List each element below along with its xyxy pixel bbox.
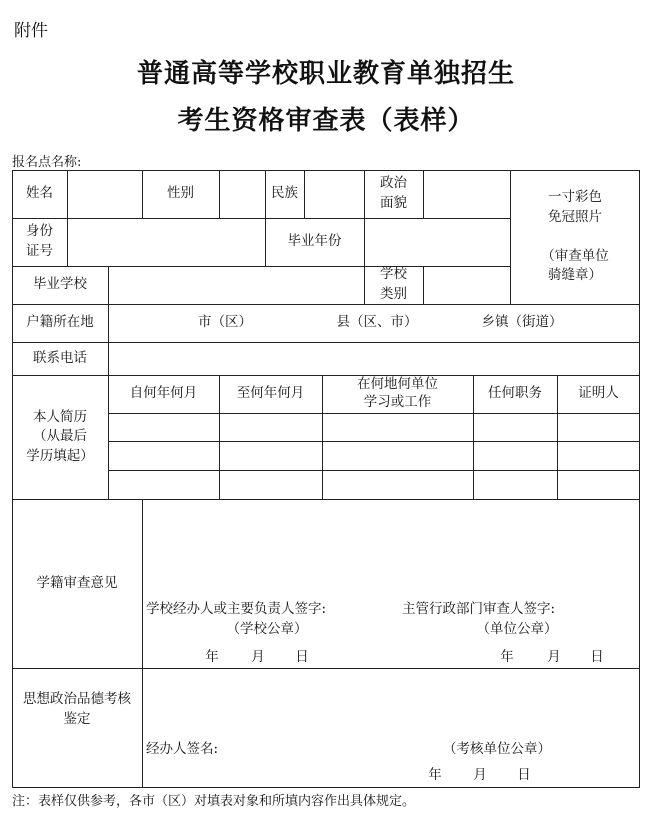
qualification-review-form bbox=[12, 170, 640, 788]
school-seal-label: （学校公章） bbox=[226, 621, 308, 638]
household-registration-label: 户籍所在地 bbox=[26, 314, 94, 331]
resume-header-to: 至何年何月 bbox=[236, 385, 305, 402]
school-category-label: 学校 类别 bbox=[380, 266, 407, 302]
graduation-school-field[interactable] bbox=[108, 266, 364, 304]
phone-label: 联系电话 bbox=[33, 349, 87, 366]
name-field[interactable] bbox=[67, 170, 142, 218]
gender-label: 性别 bbox=[167, 185, 194, 202]
ethnicity-label: 民族 bbox=[271, 185, 298, 202]
border-bottom bbox=[12, 787, 640, 788]
graduation-school-label: 毕业学校 bbox=[33, 276, 87, 293]
household-city-label: 市（区） bbox=[198, 314, 252, 331]
row-line bbox=[108, 470, 640, 471]
school-signature-label: 学校经办人或主要负责人签字: bbox=[146, 601, 327, 618]
row-line bbox=[12, 668, 640, 669]
graduation-year-label: 毕业年份 bbox=[287, 233, 342, 250]
resume-header-position: 任何职务 bbox=[488, 385, 542, 402]
col-line bbox=[142, 499, 143, 788]
phone-field[interactable] bbox=[108, 342, 640, 375]
row-line bbox=[108, 441, 640, 442]
admin-seal-label: （单位公章） bbox=[476, 621, 558, 638]
id-number-field[interactable] bbox=[67, 218, 265, 266]
resume-header-from: 自何年何月 bbox=[129, 385, 198, 402]
school-date-month: 月 bbox=[251, 649, 265, 666]
graduation-year-field[interactable] bbox=[364, 218, 510, 266]
household-town-label: 乡镇（街道） bbox=[481, 314, 563, 331]
page-title-line2: 考生资格审查表（表样） bbox=[177, 106, 475, 136]
enrollment-review-label: 学籍审查意见 bbox=[36, 574, 118, 591]
school-date-year: 年 bbox=[205, 649, 219, 666]
political-status-label: 政治 面貌 bbox=[380, 175, 407, 211]
admin-date-day: 日 bbox=[590, 649, 604, 666]
admin-date-year: 年 bbox=[500, 649, 514, 666]
resume-header-place: 在何地何单位 学习或工作 bbox=[357, 376, 438, 410]
review-unit-seal-label: （考核单位公章） bbox=[443, 741, 551, 758]
political-status-field[interactable] bbox=[423, 170, 510, 218]
admin-date-month: 月 bbox=[547, 649, 561, 666]
admin-signature-label: 主管行政部门审查人签字: bbox=[402, 601, 556, 618]
station-name-label: 报名点名称: bbox=[12, 155, 82, 170]
moral-date-year: 年 bbox=[428, 767, 442, 784]
ethnicity-field[interactable] bbox=[304, 170, 364, 218]
moral-review-label: 思想政治品德考核 鉴定 bbox=[23, 691, 131, 727]
page-title-line1: 普通高等学校职业教育单独招生 bbox=[136, 59, 515, 89]
resume-header-witness: 证明人 bbox=[578, 385, 619, 402]
moral-date-month: 月 bbox=[473, 767, 487, 784]
handler-signature-label: 经办人签名: bbox=[146, 741, 219, 758]
photo-box: 一寸彩色 免冠照片 （审查单位 骑缝章） bbox=[541, 189, 609, 284]
household-county-label: 县（区、市） bbox=[336, 314, 418, 331]
row-line bbox=[108, 413, 640, 414]
name-label: 姓名 bbox=[26, 185, 53, 202]
id-number-label: 身份 证号 bbox=[26, 223, 53, 259]
attachment-label: 附件 bbox=[14, 21, 48, 41]
gender-field[interactable] bbox=[219, 170, 265, 218]
resume-label: 本人简历 （从最后 学历填起） bbox=[26, 408, 94, 464]
school-category-field[interactable] bbox=[423, 266, 510, 304]
footnote: 注：表样仅供参考，各市（区）对填表对象和所填内容作出具体规定。 bbox=[12, 794, 416, 809]
moral-date-day: 日 bbox=[517, 767, 531, 784]
school-date-day: 日 bbox=[295, 649, 309, 666]
